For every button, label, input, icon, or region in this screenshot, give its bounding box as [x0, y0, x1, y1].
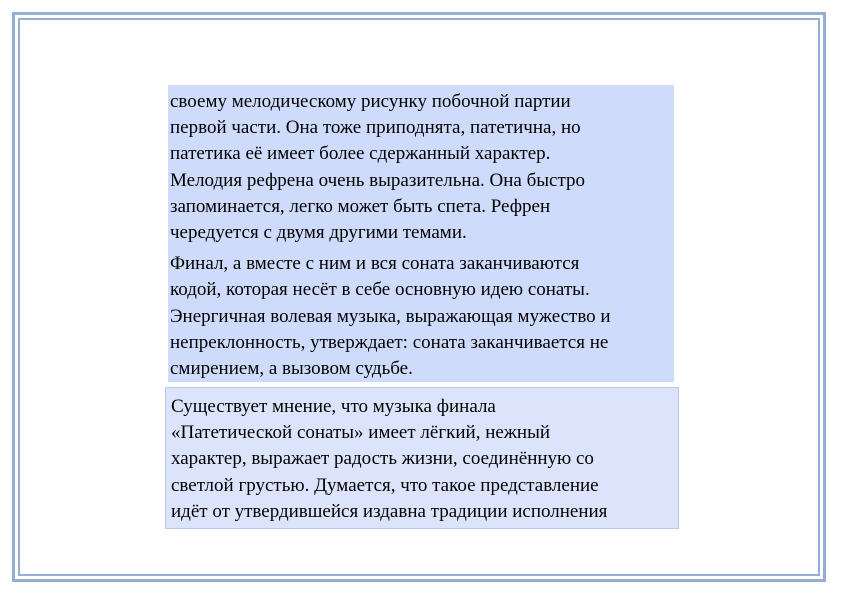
text-line: непреклонность, утверждает: соната заканчивается не [170, 331, 609, 353]
text-line: своему мелодическому рисунку побочной партии [170, 91, 571, 112]
text-line: Энергичная волевая музыка, выражающая мужество и [170, 305, 611, 327]
text-line: «Патетической сонаты» имеет лёгкий, нежный [171, 422, 551, 444]
paragraph-refrain [170, 89, 674, 246]
paragraph-coda [170, 251, 674, 382]
text-line: первой части. Она тоже приподнята, патетична, но [170, 117, 581, 139]
text-line: смирением, а вызовом судьбе. [170, 358, 413, 380]
paragraph-opinion [171, 394, 678, 525]
text-line: характер, выражает радость жизни, соединённую со [171, 448, 594, 470]
text-line: Мелодия рефрена очень выразительна. Она быстро [170, 169, 585, 191]
text-block-sonata-finale [168, 85, 674, 382]
text-line: светлой грустью. Думается, что такое представление [171, 474, 599, 496]
text-line: идёт от утвердившейся издавна традиции исполнения [171, 500, 608, 522]
text-line: запоминается, легко может быть спета. Рефрен [170, 195, 551, 217]
text-line: чередуется с двумя другими темами. [170, 222, 467, 244]
text-line: кодой, которая несёт в себе основную идею сонаты. [170, 279, 590, 301]
text-line: Существует мнение, что музыка финала [171, 396, 496, 417]
text-block-opinion [165, 387, 679, 529]
text-line: патетика её имеет более сдержанный характер. [170, 143, 551, 165]
text-line: Финал, а вместе с ним и вся соната заканчиваются [170, 253, 580, 275]
